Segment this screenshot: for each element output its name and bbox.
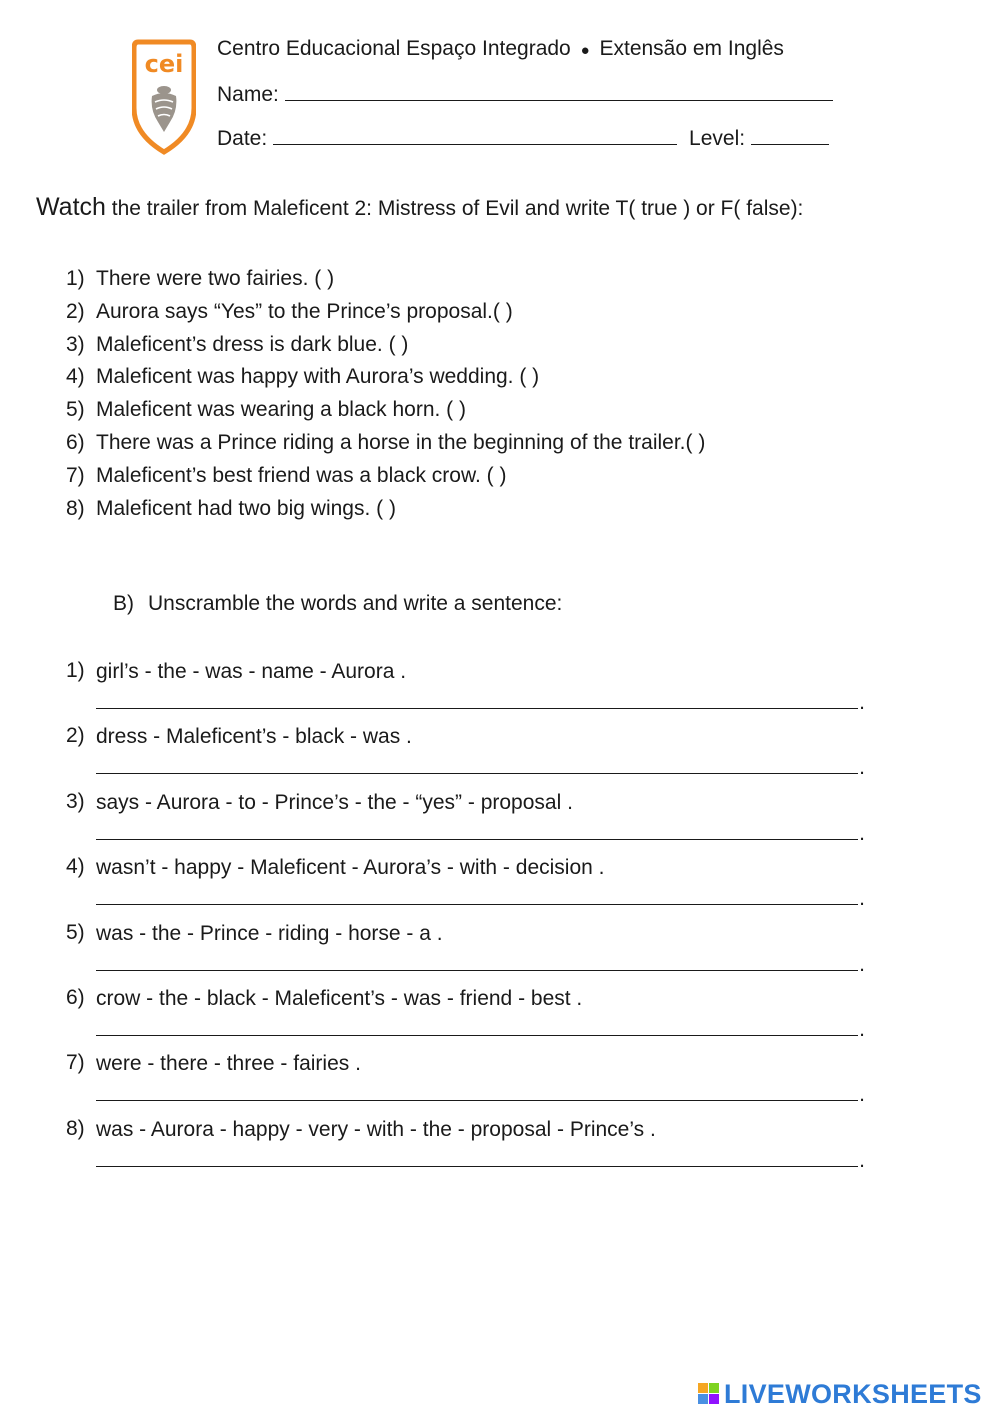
- bullet-separator: ●: [580, 42, 590, 59]
- item-number: 1): [66, 659, 85, 682]
- instruction-text: the trailer from Maleficent 2: Mistress of Evil and write T( true ) or F( false):: [105, 197, 804, 220]
- instruction-lead: Watch: [36, 193, 106, 221]
- answer-period: .: [859, 756, 865, 780]
- school-name: Centro Educacional Espaço Integrado: [217, 37, 571, 60]
- scrambled-words: was - the - Prince - riding - horse - a .: [96, 921, 443, 945]
- answer-line[interactable]: [96, 687, 865, 714]
- liveworksheets-logo-icon: [698, 1383, 720, 1405]
- answer-period: .: [859, 821, 865, 845]
- tf-statement: There were two fairies. ( ): [96, 267, 335, 290]
- tf-statement: Maleficent’s best friend was a black crow. ( ): [96, 463, 507, 487]
- item-number: 8): [66, 1116, 85, 1140]
- brand-name: LIVEWORKSHEETS: [724, 1378, 982, 1409]
- scrambled-words: says - Aurora - to - Prince’s - the - “yes” - proposal .: [96, 790, 573, 814]
- true-false-list: [66, 265, 705, 527]
- tf-item: [66, 265, 705, 298]
- item-number: 2): [66, 299, 85, 323]
- scrambled-words: wasn’t - happy - Maleficent - Aurora’s - with - decision .: [96, 856, 605, 880]
- section-b-label: B): [113, 592, 134, 615]
- item-number: 5): [66, 920, 85, 944]
- answer-line[interactable]: [96, 1145, 865, 1172]
- answer-period: .: [859, 1148, 865, 1172]
- level-label: Level:: [689, 127, 746, 150]
- answer-period: .: [859, 952, 865, 976]
- tf-statement: Aurora says “Yes” to the Prince’s proposal.( ): [96, 299, 513, 323]
- tf-item: [66, 396, 705, 429]
- tf-statement: There was a Prince riding a horse in the beginning of the trailer.( ): [96, 430, 706, 454]
- tf-item: [66, 298, 705, 331]
- answer-period: .: [859, 691, 865, 714]
- tf-item: [66, 331, 705, 364]
- item-number: 7): [66, 463, 85, 487]
- level-field[interactable]: [751, 124, 829, 145]
- tf-item: [66, 429, 705, 462]
- scrambled-words: was - Aurora - happy - very - with - the - proposal - Prince’s .: [96, 1117, 656, 1141]
- name-field[interactable]: [285, 80, 833, 101]
- date-field[interactable]: [273, 124, 677, 145]
- tf-statement: Maleficent was happy with Aurora’s wedding. ( ): [96, 365, 540, 389]
- item-number: 7): [66, 1051, 85, 1075]
- item-number: 2): [66, 724, 85, 748]
- tf-statement: Maleficent’s dress is dark blue. ( ): [96, 332, 409, 356]
- answer-period: .: [859, 1083, 865, 1107]
- item-number: 4): [66, 855, 85, 879]
- answer-line[interactable]: [96, 752, 865, 780]
- school-header: [217, 37, 784, 61]
- scrambled-words: crow - the - black - Maleficent’s - was - friend - best .: [96, 986, 583, 1010]
- answer-line[interactable]: [96, 818, 865, 845]
- name-label: Name:: [217, 83, 279, 106]
- date-label: Date:: [217, 127, 268, 150]
- section-b-title: Unscramble the words and write a sentence:: [148, 592, 563, 615]
- logo-text: cei: [144, 50, 184, 78]
- name-row: [217, 80, 833, 107]
- item-number: 6): [66, 985, 85, 1009]
- section-b-heading: [113, 592, 562, 616]
- item-number: 3): [66, 789, 85, 813]
- item-number: 1): [66, 267, 85, 290]
- tf-item: [66, 495, 705, 528]
- tf-item: [66, 363, 705, 396]
- date-row: [217, 124, 829, 151]
- cei-logo: [132, 38, 196, 156]
- scrambled-words: were - there - three - fairies .: [96, 1052, 361, 1076]
- answer-line[interactable]: [96, 883, 865, 911]
- tf-statement: Maleficent was wearing a black horn. ( ): [96, 398, 466, 422]
- tf-statement: Maleficent had two big wings. ( ): [96, 496, 396, 520]
- item-number: 4): [66, 365, 85, 389]
- item-number: 3): [66, 332, 85, 356]
- answer-line[interactable]: [96, 1014, 865, 1041]
- scrambled-words: girl’s - the - was - name - Aurora .: [96, 660, 407, 683]
- scrambled-words: dress - Maleficent’s - black - was .: [96, 725, 412, 749]
- tf-item: [66, 462, 705, 495]
- item-number: 8): [66, 496, 85, 520]
- program-name: Extensão em Inglês: [599, 37, 784, 60]
- instruction: [36, 193, 803, 222]
- answer-period: .: [859, 1017, 865, 1041]
- item-number: 5): [66, 398, 85, 422]
- answer-period: .: [859, 887, 865, 911]
- liveworksheets-watermark: [698, 1378, 982, 1410]
- answer-line[interactable]: [96, 949, 865, 976]
- item-number: 6): [66, 430, 85, 454]
- answer-line[interactable]: [96, 1079, 865, 1107]
